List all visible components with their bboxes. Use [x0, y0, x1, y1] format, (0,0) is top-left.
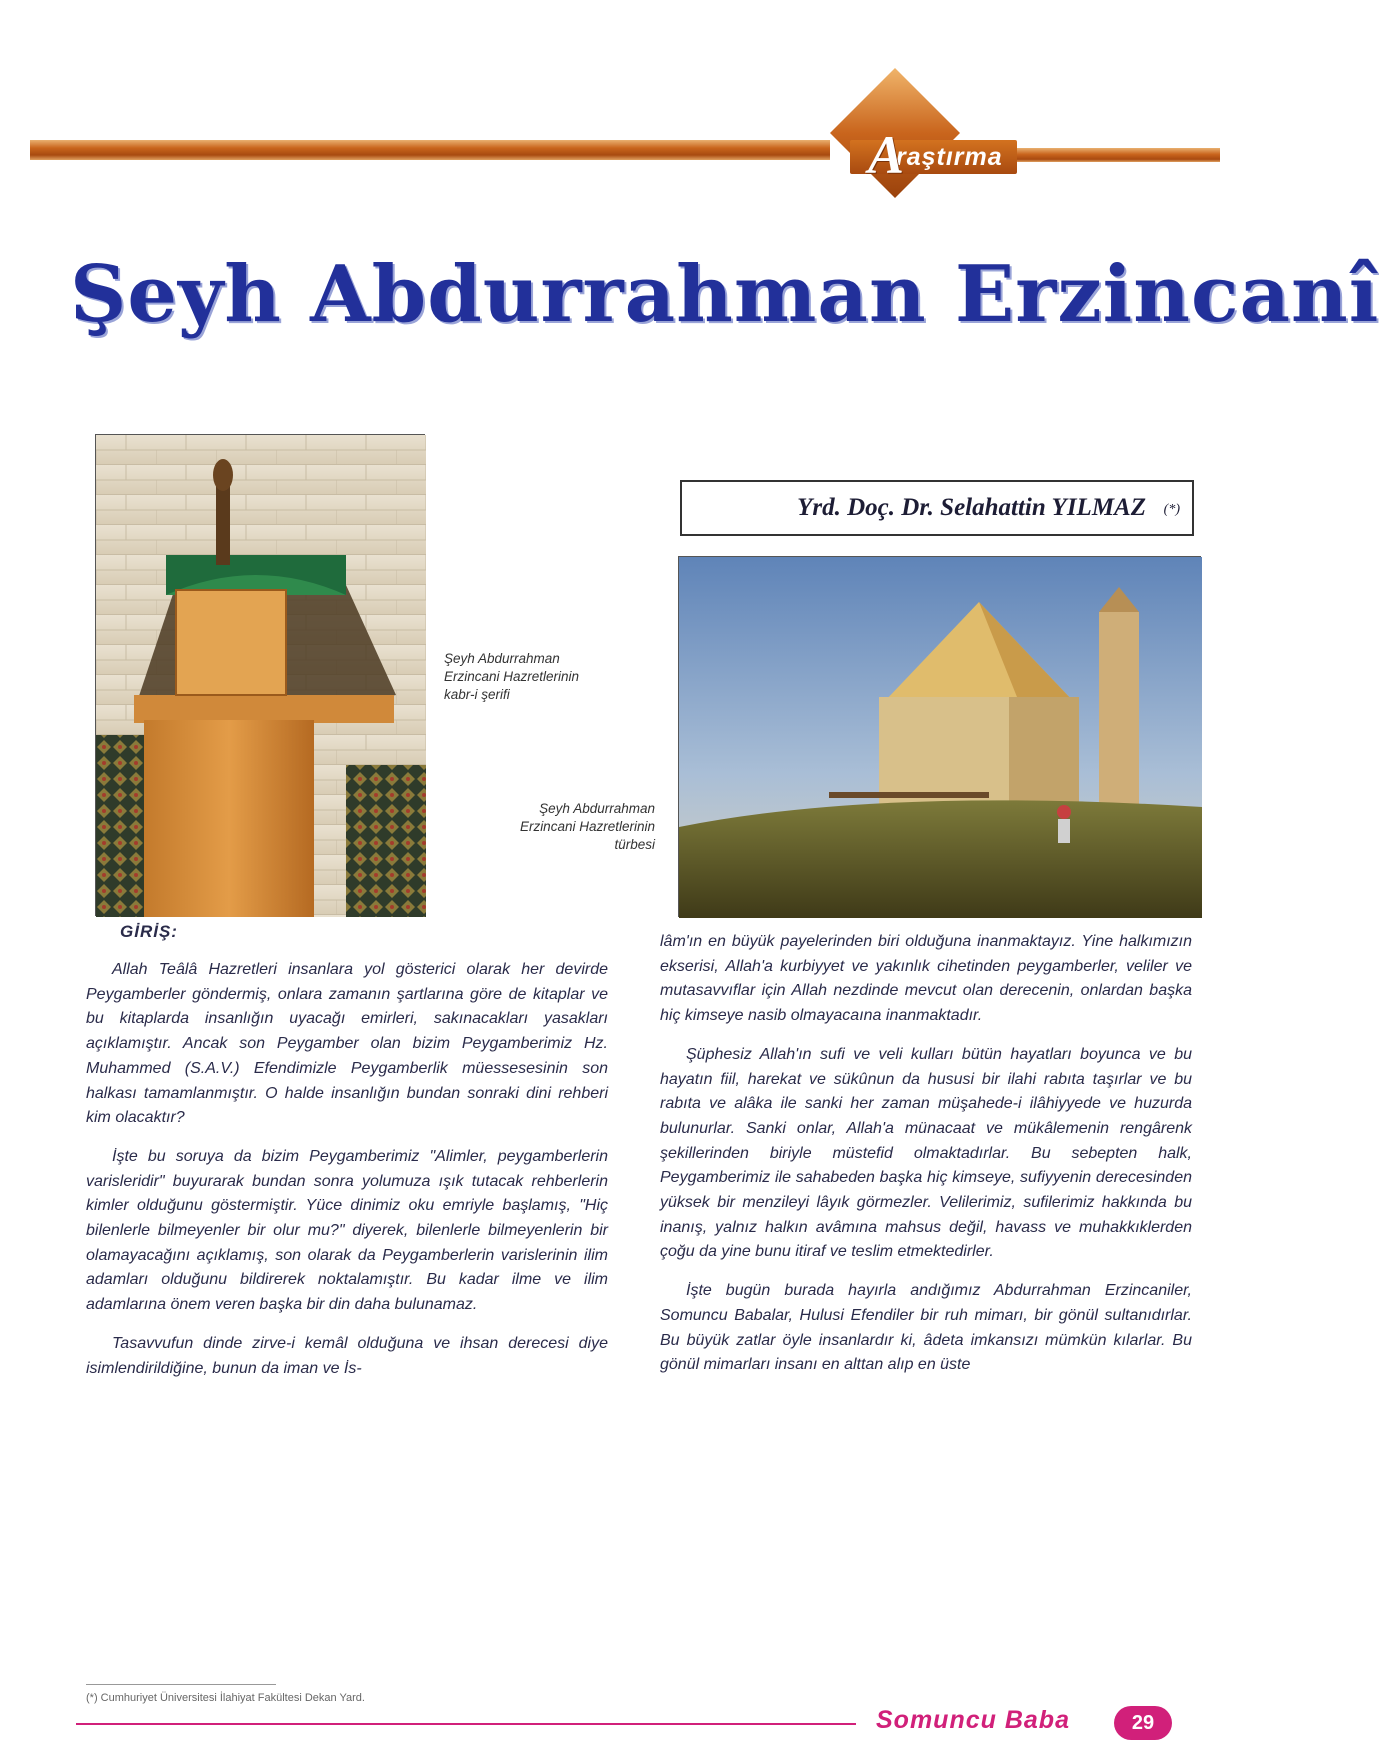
- text-column-left: [86, 958, 608, 1395]
- tomb-photo: [95, 434, 425, 916]
- paragraph: İşte bu soruya da bizim Peygamberimiz "Alimler, peygamberlerin varisleridir" buyurarak bundan sonra yolumuza ışık tutacak rehberlerin kimler olduğunu göstermiştir. Yüce dinimiz oku emriyle başlamış, "Hiç bilenlerle bilmeyenler bir olur mu?" diyerek, bilenlerle bilmeyenlerin bir olamayacağını açıklamış, son olarak da Peygamberlerin varislerinin ilim adamları olduğunu bildirerek noktalamıştır. Bu kadar ilme ve ilim adamlarına önem veren başka bir din daha bulunamaz.: [86, 1147, 608, 1314]
- magazine-brand: Somuncu Baba: [876, 1706, 1070, 1734]
- footnote-rule: [86, 1684, 276, 1685]
- article-title: Şeyh Abdurrahman Erzincanî: [70, 249, 1379, 340]
- header-band-left: [30, 140, 830, 160]
- paragraph: Şüphesiz Allah'ın sufi ve veli kulları bütün hayatları boyunca ve bu hayatın fiil, harekat ve sükûnun da hususi bir ilahi rabıta taşırlar ve bu rabıta ve alâka ile sanki her zaman müşahede-i ilâhiyyede ve huzurda bulunurlar. Sanki onlar, Allah'a münacaat ve mükâlemenin rengârenk şekillerinden biriyle müstefid olmaktadırlar. Bu sebepten halk, Peygamberimiz ile sahabeden başka hiç kimseye, sufiyyenin derecesinden yüksek bir menzileyi lâyık görmezler. Velilerimiz, sufilerimiz hakkında bu inanış, yalnız halkın avâmına mahsus değil, havass ve muhakkıklerden çoğu da yine bunu itiraf ve teslim etmektedirler.: [660, 1045, 1192, 1261]
- paragraph: İşte bugün burada hayırla andığımız Abdurrahman Erzincaniler, Somuncu Babalar, Hulusi Efendiler bir ruh mimarı, bir gönül sultanıdırlar. Bu büyük zatlar öyle insanlardır ki, âdeta imkansızı mümkün kılarlar. Bu gönül mimarları insanı en alttan alıp en üste: [660, 1282, 1192, 1374]
- paragraph: Allah Teâlâ Hazretleri insanlara yol gösterici olarak her devirde Peygamberler göndermiş, onlara zamanın şartlarına göre de kitaplar ve bu kitaplarda insanlığın uyacağı emirleri, sakınacakları yasakları açıklamıştır. Ancak son Peygamber olan bizim Peygamberimiz Hz. Muhammed (S.A.V.) Efendimizle Peygamberlik müessesesinin son halkası tamamlanmıştır. O halde insanlığın bundan sonraki dini rehberi kim olacaktır?: [86, 961, 608, 1127]
- footnote: (*) Cumhuriyet Üniversitesi İlahiyat Fakültesi Dekan Yard.: [86, 1692, 365, 1704]
- paragraph: Tasavvufun dinde zirve-i kemâl olduğuna ve ihsan derecesi diye isimlendirildiğine, bunun da iman ve İs-: [86, 1334, 608, 1377]
- footer-rule: [76, 1723, 856, 1725]
- paragraph: lâm'ın en büyük payelerinden biri olduğuna inanmaktayız. Yine halkımızın ekserisi, Allah'a kurbiyyet ve yakınlık cihetinden peygamberler, veliler ve mutasavvıflar için Allah nezdinde mevcut olan derecenin, onlardan başka hiç kimseye nasib olmayacaına inanmaktadır.: [660, 933, 1192, 1025]
- turbe-photo-caption: Şeyh Abdurrahman Erzincani Hazretlerinin türbesi: [519, 801, 655, 852]
- author-footnote-mark: (*): [1163, 502, 1180, 517]
- page-number-badge: 29: [1114, 1706, 1172, 1740]
- author-box: [680, 480, 1194, 536]
- section-label: raştırma: [850, 140, 1017, 174]
- tomb-photo-caption: Şeyh Abdurrahman Erzincani Hazretlerinin kabr-i şerifi: [444, 651, 580, 702]
- section-heading: GİRİŞ:: [120, 922, 178, 941]
- turbe-photo: [678, 556, 1201, 917]
- text-column-right: [660, 930, 1192, 1392]
- section-initial: A: [868, 125, 905, 185]
- author-name: Yrd. Doç. Dr. Selahattin YILMAZ: [797, 494, 1146, 521]
